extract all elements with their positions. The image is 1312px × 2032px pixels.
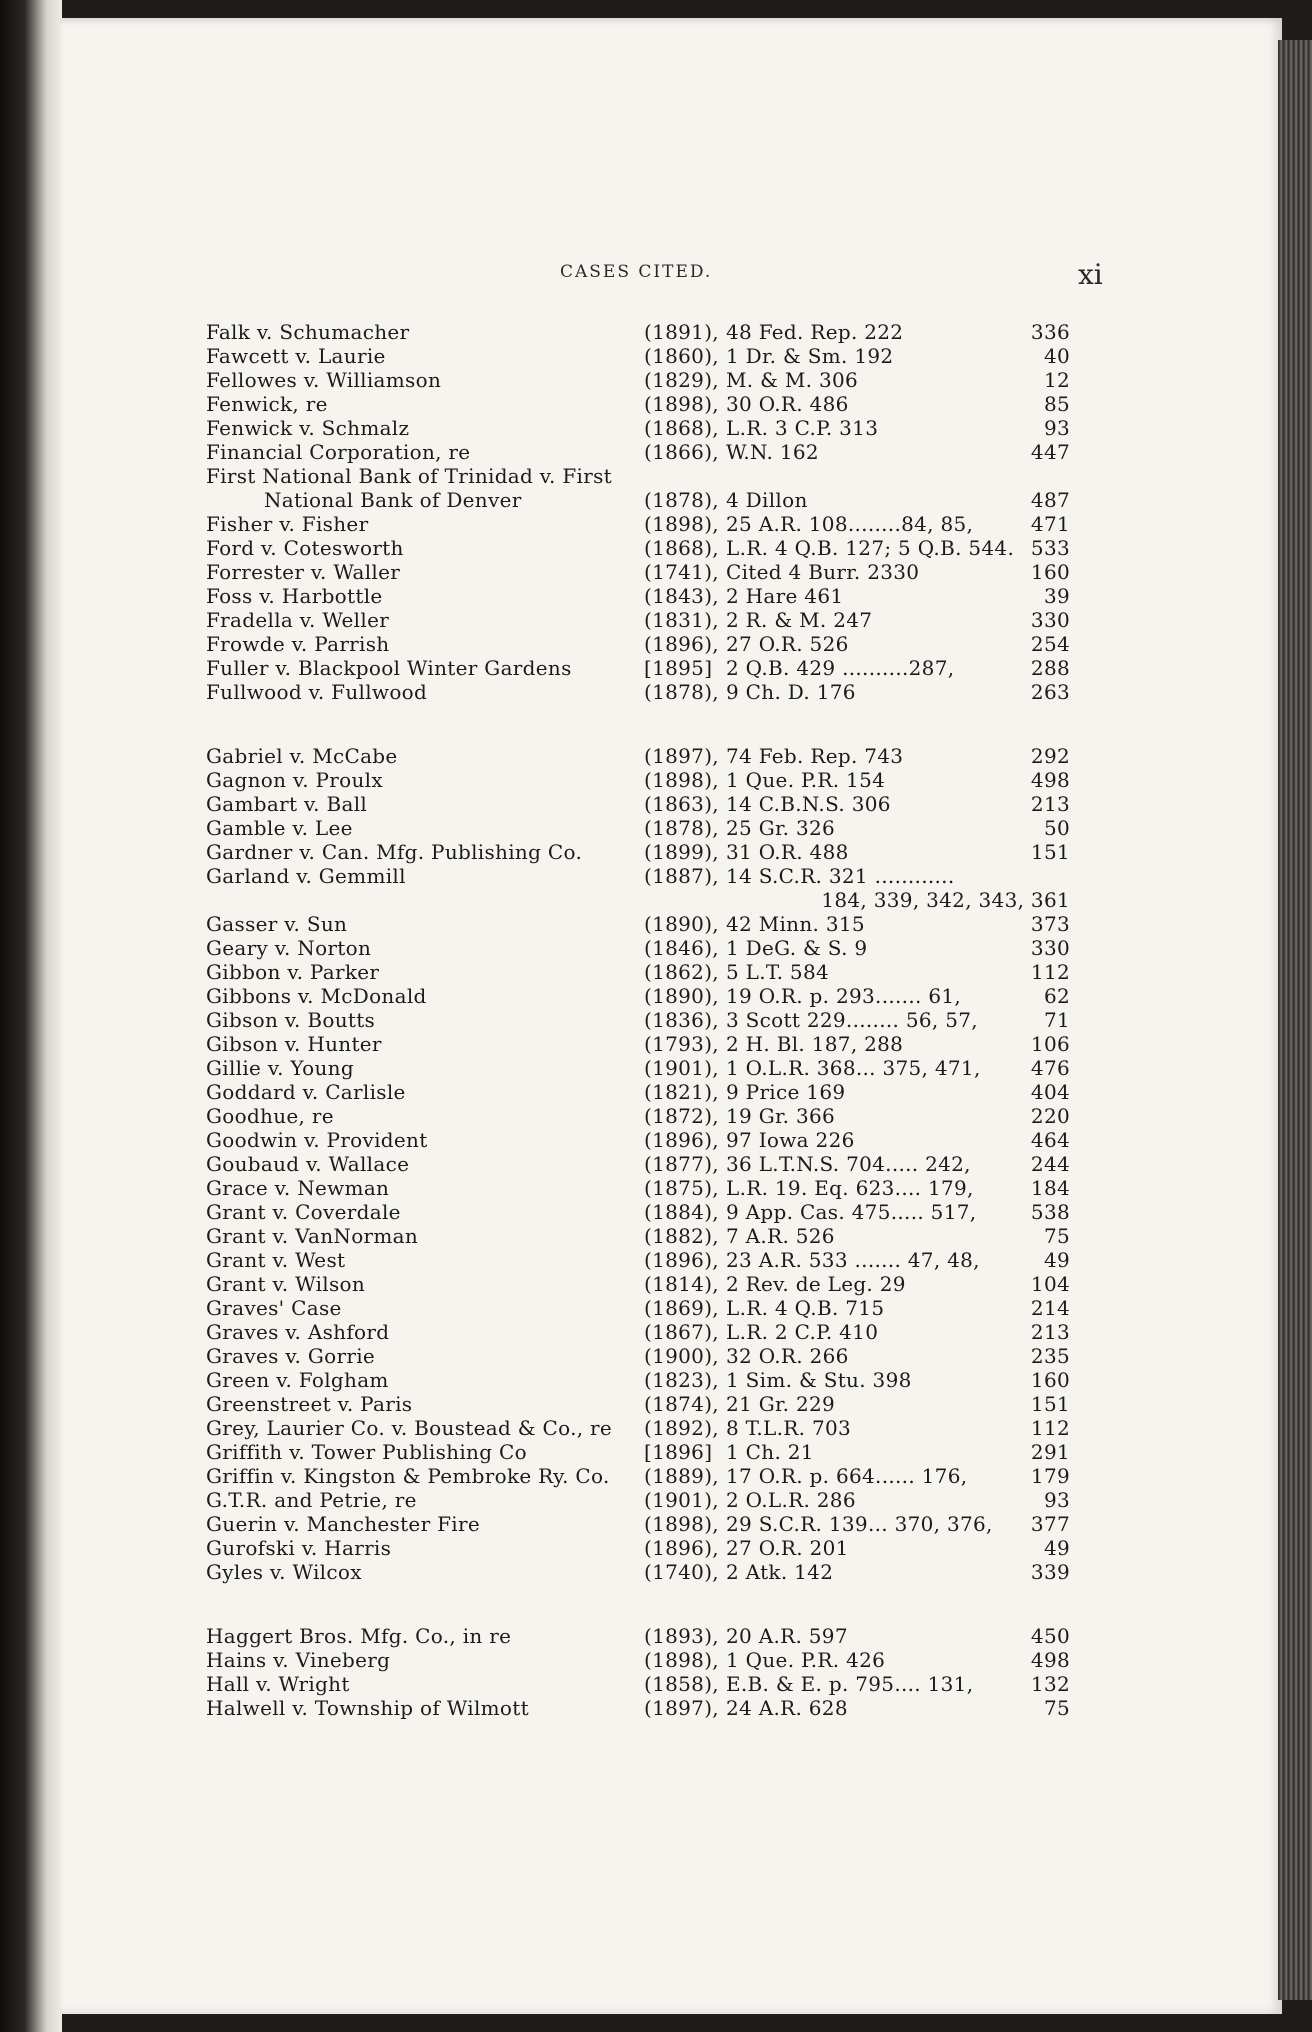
case-citation: 29 S.C.R. 139... 370, 376,: [726, 1512, 993, 1536]
cited-pages: 213: [1030, 792, 1070, 816]
case-name: Frowde v. Parrish: [206, 632, 390, 656]
section-gap: [140, 1584, 1070, 1624]
case-entry: [140, 744, 1070, 768]
case-year: (1874),: [644, 1392, 719, 1416]
case-entry: [140, 1672, 1070, 1696]
case-entry: [140, 1560, 1070, 1584]
cited-pages: 377: [1030, 1512, 1070, 1536]
case-name: Gyles v. Wilcox: [206, 1560, 362, 1584]
case-name: Gamble v. Lee: [206, 816, 353, 840]
case-entry: [140, 1488, 1070, 1512]
case-citation: 27 O.R. 526: [726, 632, 849, 656]
case-citation: 32 O.R. 266: [726, 1344, 849, 1368]
case-entry: [140, 512, 1070, 536]
case-entry: [140, 320, 1070, 344]
case-year: (1793),: [644, 1032, 719, 1056]
case-entry: [140, 1696, 1070, 1720]
case-year: (1858),: [644, 1672, 719, 1696]
case-year: (1741),: [644, 560, 719, 584]
case-name: Grant v. West: [206, 1248, 346, 1272]
case-citation: E.B. & E. p. 795.... 131,: [726, 1672, 974, 1696]
case-name: Gurofski v. Harris: [206, 1536, 392, 1560]
case-entry: [140, 912, 1070, 936]
running-head: [140, 258, 1140, 298]
case-citation: 24 A.R. 628: [726, 1696, 848, 1720]
case-citation: 23 A.R. 533 ....... 47, 48,: [726, 1248, 980, 1272]
case-year: (1877),: [644, 1152, 719, 1176]
case-name: Graves v. Ashford: [206, 1320, 390, 1344]
case-year: [1896]: [644, 1440, 713, 1464]
cited-pages: 104: [1030, 1272, 1070, 1296]
case-year: (1878),: [644, 816, 719, 840]
case-entry: [140, 656, 1070, 680]
cited-pages: 40: [1043, 344, 1070, 368]
case-name: Gardner v. Can. Mfg. Publishing Co.: [206, 840, 583, 864]
case-name: Gasser v. Sun: [206, 912, 348, 936]
case-name: National Bank of Denver: [264, 488, 522, 512]
case-citation: 1 DeG. & S. 9: [726, 936, 868, 960]
case-citation: 9 Ch. D. 176: [726, 680, 856, 704]
case-name: Halwell v. Township of Wilmott: [206, 1696, 529, 1720]
case-entry: [140, 608, 1070, 632]
case-entry: [140, 464, 1070, 488]
cited-pages: 151: [1030, 840, 1070, 864]
case-citation: 9 App. Cas. 475..... 517,: [726, 1200, 977, 1224]
case-entry: [140, 1176, 1070, 1200]
cited-pages: 450: [1030, 1624, 1070, 1648]
cited-pages: 160: [1030, 560, 1070, 584]
case-citation: L.R. 2 C.P. 410: [726, 1320, 879, 1344]
case-name: Hains v. Vineberg: [206, 1648, 391, 1672]
cited-pages: 50: [1043, 816, 1070, 840]
case-citation: 21 Gr. 229: [726, 1392, 836, 1416]
case-entry: [140, 632, 1070, 656]
case-year: (1896),: [644, 1536, 719, 1560]
case-year: (1899),: [644, 840, 719, 864]
case-citation: 48 Fed. Rep. 222: [726, 320, 904, 344]
case-year: (1868),: [644, 536, 719, 560]
case-year: (1872),: [644, 1104, 719, 1128]
cited-pages: 291: [1030, 1440, 1070, 1464]
case-year: (1868),: [644, 416, 719, 440]
cited-pages: 49: [1043, 1536, 1070, 1560]
cited-pages: 373: [1030, 912, 1070, 936]
case-entry: [140, 1128, 1070, 1152]
case-citation: 31 O.R. 488: [726, 840, 849, 864]
case-name: Grey, Laurier Co. v. Boustead & Co., re: [206, 1416, 613, 1440]
case-name: Goodhue, re: [206, 1104, 334, 1128]
case-name: Griffith v. Tower Publishing Co: [206, 1440, 527, 1464]
case-name: Haggert Bros. Mfg. Co., in re: [206, 1624, 512, 1648]
case-entry: [140, 1464, 1070, 1488]
cited-pages: 184: [1030, 1176, 1070, 1200]
case-name: Fisher v. Fisher: [206, 512, 369, 536]
case-year: (1896),: [644, 1128, 719, 1152]
cited-pages: 244: [1030, 1152, 1070, 1176]
cases-cited-list: [140, 320, 1070, 1720]
case-year: (1823),: [644, 1368, 719, 1392]
case-year: (1897),: [644, 744, 719, 768]
case-name: Gibson v. Hunter: [206, 1032, 382, 1056]
cited-pages: 220: [1030, 1104, 1070, 1128]
case-name: Hall v. Wright: [206, 1672, 350, 1696]
case-entry: [140, 1224, 1070, 1248]
case-citation: M. & M. 306: [726, 368, 859, 392]
case-year: (1831),: [644, 608, 719, 632]
case-citation: 8 T.L.R. 703: [726, 1416, 852, 1440]
case-citation: 1 Ch. 21: [726, 1440, 814, 1464]
case-name: Green v. Folgham: [206, 1368, 389, 1392]
case-entry: [140, 768, 1070, 792]
case-year: (1882),: [644, 1224, 719, 1248]
case-citation: 5 L.T. 584: [726, 960, 830, 984]
page-title: CASES CITED.: [560, 262, 713, 282]
case-name: Gabriel v. McCabe: [206, 744, 398, 768]
case-citation: 2 Hare 461: [726, 584, 844, 608]
cited-pages: 330: [1030, 608, 1070, 632]
case-name: Grant v. Wilson: [206, 1272, 366, 1296]
case-name: Gibson v. Boutts: [206, 1008, 376, 1032]
case-name: Goddard v. Carlisle: [206, 1080, 406, 1104]
page-edges: [1278, 40, 1312, 2000]
case-citation: 20 A.R. 597: [726, 1624, 848, 1648]
cited-pages: 93: [1043, 1488, 1070, 1512]
cited-pages: 533: [1030, 536, 1070, 560]
case-name: Fenwick, re: [206, 392, 328, 416]
case-year: (1890),: [644, 912, 719, 936]
case-year: (1889),: [644, 1464, 719, 1488]
case-name: Garland v. Gemmill: [206, 864, 406, 888]
cited-pages: 213: [1030, 1320, 1070, 1344]
case-year: (1814),: [644, 1272, 719, 1296]
cited-pages: 292: [1030, 744, 1070, 768]
cited-pages: 214: [1030, 1296, 1070, 1320]
case-entry: [140, 1032, 1070, 1056]
case-year: [1895]: [644, 656, 713, 680]
case-year: (1878),: [644, 680, 719, 704]
case-year: (1896),: [644, 1248, 719, 1272]
cited-pages: 93: [1043, 416, 1070, 440]
page-number: xi: [1078, 258, 1103, 291]
cited-pages: 151: [1030, 1392, 1070, 1416]
case-entry: [140, 864, 1070, 888]
case-year: (1860),: [644, 344, 719, 368]
cited-pages: 85: [1043, 392, 1070, 416]
case-citation: 17 O.R. p. 664...... 176,: [726, 1464, 968, 1488]
cited-pages: 487: [1030, 488, 1070, 512]
case-name: Gibbon v. Parker: [206, 960, 380, 984]
case-name: Griffin v. Kingston & Pembroke Ry. Co.: [206, 1464, 610, 1488]
case-citation: 74 Feb. Rep. 743: [726, 744, 904, 768]
case-year: (1890),: [644, 984, 719, 1008]
case-year: (1891),: [644, 320, 719, 344]
case-name: Grace v. Newman: [206, 1176, 390, 1200]
cited-pages: 179: [1030, 1464, 1070, 1488]
cited-pages: 339: [1030, 1560, 1070, 1584]
case-entry: [140, 1512, 1070, 1536]
case-citation: 2 O.L.R. 286: [726, 1488, 856, 1512]
case-year: (1887),: [644, 864, 719, 888]
case-name: Grant v. VanNorman: [206, 1224, 419, 1248]
cited-pages: 330: [1030, 936, 1070, 960]
case-entry: [140, 1344, 1070, 1368]
case-citation: 27 O.R. 201: [726, 1536, 849, 1560]
case-entry: [140, 488, 1070, 512]
case-entry: [140, 1272, 1070, 1296]
case-entry: [140, 680, 1070, 704]
case-year: (1897),: [644, 1696, 719, 1720]
case-name: Guerin v. Manchester Fire: [206, 1512, 480, 1536]
case-year: (1901),: [644, 1056, 719, 1080]
case-name: Fawcett v. Laurie: [206, 344, 386, 368]
case-entry: [140, 1368, 1070, 1392]
case-name: Gibbons v. McDonald: [206, 984, 427, 1008]
case-year: (1836),: [644, 1008, 719, 1032]
case-name: Financial Corporation, re: [206, 440, 471, 464]
case-name: Fellowes v. Williamson: [206, 368, 442, 392]
cited-pages: 106: [1030, 1032, 1070, 1056]
case-entry: [140, 1200, 1070, 1224]
case-citation: 36 L.T.N.S. 704..... 242,: [726, 1152, 971, 1176]
case-year: (1898),: [644, 392, 719, 416]
case-name: Grant v. Coverdale: [206, 1200, 401, 1224]
case-year: (1900),: [644, 1344, 719, 1368]
cited-pages: 112: [1030, 1416, 1070, 1440]
cited-pages: 12: [1043, 368, 1070, 392]
case-entry: [140, 1648, 1070, 1672]
case-name: Fuller v. Blackpool Winter Gardens: [206, 656, 572, 680]
case-year: (1884),: [644, 1200, 719, 1224]
case-citation: 25 Gr. 326: [726, 816, 836, 840]
case-entry: [140, 1248, 1070, 1272]
case-citation: 42 Minn. 315: [726, 912, 865, 936]
case-entry: [140, 1536, 1070, 1560]
cited-pages: 62: [1043, 984, 1070, 1008]
case-entry: [140, 1104, 1070, 1128]
case-year: (1869),: [644, 1296, 719, 1320]
case-name: Gagnon v. Proulx: [206, 768, 383, 792]
case-year: (1866),: [644, 440, 719, 464]
case-entry: [140, 584, 1070, 608]
case-year: (1896),: [644, 632, 719, 656]
case-citation: 2 H. Bl. 187, 288: [726, 1032, 904, 1056]
case-year: (1862),: [644, 960, 719, 984]
case-year: (1863),: [644, 792, 719, 816]
case-year: (1892),: [644, 1416, 719, 1440]
cited-pages: 132: [1030, 1672, 1070, 1696]
cited-pages: 112: [1030, 960, 1070, 984]
case-citation: 19 Gr. 366: [726, 1104, 836, 1128]
case-citation: 97 Iowa 226: [726, 1128, 855, 1152]
case-name: Geary v. Norton: [206, 936, 372, 960]
case-citation: 1 Que. P.R. 154: [726, 768, 886, 792]
case-entry: [140, 1416, 1070, 1440]
case-citation: 2 Q.B. 429 ..........287,: [726, 656, 955, 680]
case-entry: [140, 1296, 1070, 1320]
case-citation: 2 Rev. de Leg. 29: [726, 1272, 906, 1296]
case-year: (1875),: [644, 1176, 719, 1200]
cited-pages: 39: [1043, 584, 1070, 608]
case-year: (1898),: [644, 512, 719, 536]
case-entry: [140, 560, 1070, 584]
case-name: Fradella v. Weller: [206, 608, 390, 632]
case-citation: 2 Atk. 142: [726, 1560, 834, 1584]
case-year: (1898),: [644, 1512, 719, 1536]
cited-pages: 447: [1030, 440, 1070, 464]
case-name: Fenwick v. Schmalz: [206, 416, 410, 440]
case-entry: [140, 1440, 1070, 1464]
case-citation: L.R. 4 Q.B. 127; 5 Q.B. 544.: [726, 536, 1015, 560]
case-citation: 1 Dr. & Sm. 192: [726, 344, 894, 368]
case-citation: L.R. 3 C.P. 313: [726, 416, 879, 440]
case-name: Fullwood v. Fullwood: [206, 680, 428, 704]
case-entry: [140, 840, 1070, 864]
book-gutter: [0, 0, 62, 2032]
cited-pages: 404: [1030, 1080, 1070, 1104]
case-year: (1740),: [644, 1560, 719, 1584]
case-year: (1867),: [644, 1320, 719, 1344]
case-entry: [140, 984, 1070, 1008]
case-name: Falk v. Schumacher: [206, 320, 410, 344]
case-year: (1843),: [644, 584, 719, 608]
cited-pages: 49: [1043, 1248, 1070, 1272]
case-entry: [140, 1320, 1070, 1344]
case-year: (1846),: [644, 936, 719, 960]
cited-pages: 254: [1030, 632, 1070, 656]
case-citation: 19 O.R. p. 293....... 61,: [726, 984, 962, 1008]
cited-pages: 471: [1030, 512, 1070, 536]
case-name: Goubaud v. Wallace: [206, 1152, 410, 1176]
case-name: G.T.R. and Petrie, re: [206, 1488, 417, 1512]
case-citation: Cited 4 Burr. 2330: [726, 560, 920, 584]
case-entry: [140, 1152, 1070, 1176]
case-entry: [140, 1080, 1070, 1104]
case-year: (1901),: [644, 1488, 719, 1512]
case-citation: 14 C.B.N.S. 306: [726, 792, 891, 816]
case-entry: [140, 960, 1070, 984]
cited-pages: 538: [1030, 1200, 1070, 1224]
case-citation: 25 A.R. 108........84, 85,: [726, 512, 974, 536]
cited-pages: 160: [1030, 1368, 1070, 1392]
case-year: (1878),: [644, 488, 719, 512]
case-year: (1898),: [644, 768, 719, 792]
case-entry: [140, 368, 1070, 392]
cited-pages: 336: [1030, 320, 1070, 344]
cited-pages: 75: [1043, 1224, 1070, 1248]
case-citation: 7 A.R. 526: [726, 1224, 835, 1248]
case-entry: [140, 888, 1070, 912]
case-citation: L.R. 19. Eq. 623.... 179,: [726, 1176, 974, 1200]
case-entry: [140, 1624, 1070, 1648]
case-citation: 4 Dillon: [726, 488, 808, 512]
case-name: Graves' Case: [206, 1296, 342, 1320]
case-entry: [140, 416, 1070, 440]
cited-pages: 464: [1030, 1128, 1070, 1152]
case-year: (1893),: [644, 1624, 719, 1648]
case-entry: [140, 536, 1070, 560]
case-citation: 30 O.R. 486: [726, 392, 849, 416]
cited-pages: 235: [1030, 1344, 1070, 1368]
case-name: First National Bank of Trinidad v. First: [206, 464, 612, 488]
case-citation: 9 Price 169: [726, 1080, 846, 1104]
case-entry: [140, 1008, 1070, 1032]
cited-pages: 498: [1030, 768, 1070, 792]
case-citation: 1 Sim. & Stu. 398: [726, 1368, 912, 1392]
case-entry: [140, 440, 1070, 464]
case-entry: [140, 792, 1070, 816]
case-name: Forrester v. Waller: [206, 560, 401, 584]
case-year: (1829),: [644, 368, 719, 392]
case-name: Gambart v. Ball: [206, 792, 368, 816]
cited-pages: 184, 339, 342, 343, 361: [821, 888, 1070, 912]
case-citation: L.R. 4 Q.B. 715: [726, 1296, 885, 1320]
cited-pages: 288: [1030, 656, 1070, 680]
case-citation: W.N. 162: [726, 440, 819, 464]
case-name: Foss v. Harbottle: [206, 584, 383, 608]
case-entry: [140, 392, 1070, 416]
case-name: Goodwin v. Provident: [206, 1128, 428, 1152]
case-entry: [140, 1056, 1070, 1080]
case-citation: 1 Que. P.R. 426: [726, 1648, 886, 1672]
case-entry: [140, 816, 1070, 840]
case-year: (1898),: [644, 1648, 719, 1672]
case-name: Gillie v. Young: [206, 1056, 354, 1080]
cited-pages: 71: [1043, 1008, 1070, 1032]
case-name: Greenstreet v. Paris: [206, 1392, 413, 1416]
cited-pages: 476: [1030, 1056, 1070, 1080]
case-entry: [140, 936, 1070, 960]
case-citation: 2 R. & M. 247: [726, 608, 873, 632]
case-name: Graves v. Gorrie: [206, 1344, 376, 1368]
case-entry: [140, 1392, 1070, 1416]
case-name: Ford v. Cotesworth: [206, 536, 404, 560]
cited-pages: 498: [1030, 1648, 1070, 1672]
cited-pages: 263: [1030, 680, 1070, 704]
cited-pages: 75: [1043, 1696, 1070, 1720]
case-citation: 14 S.C.R. 321 ............: [726, 864, 955, 888]
case-year: (1821),: [644, 1080, 719, 1104]
section-gap: [140, 704, 1070, 744]
case-entry: [140, 344, 1070, 368]
case-citation: 1 O.L.R. 368... 375, 471,: [726, 1056, 981, 1080]
case-citation: 3 Scott 229........ 56, 57,: [726, 1008, 978, 1032]
